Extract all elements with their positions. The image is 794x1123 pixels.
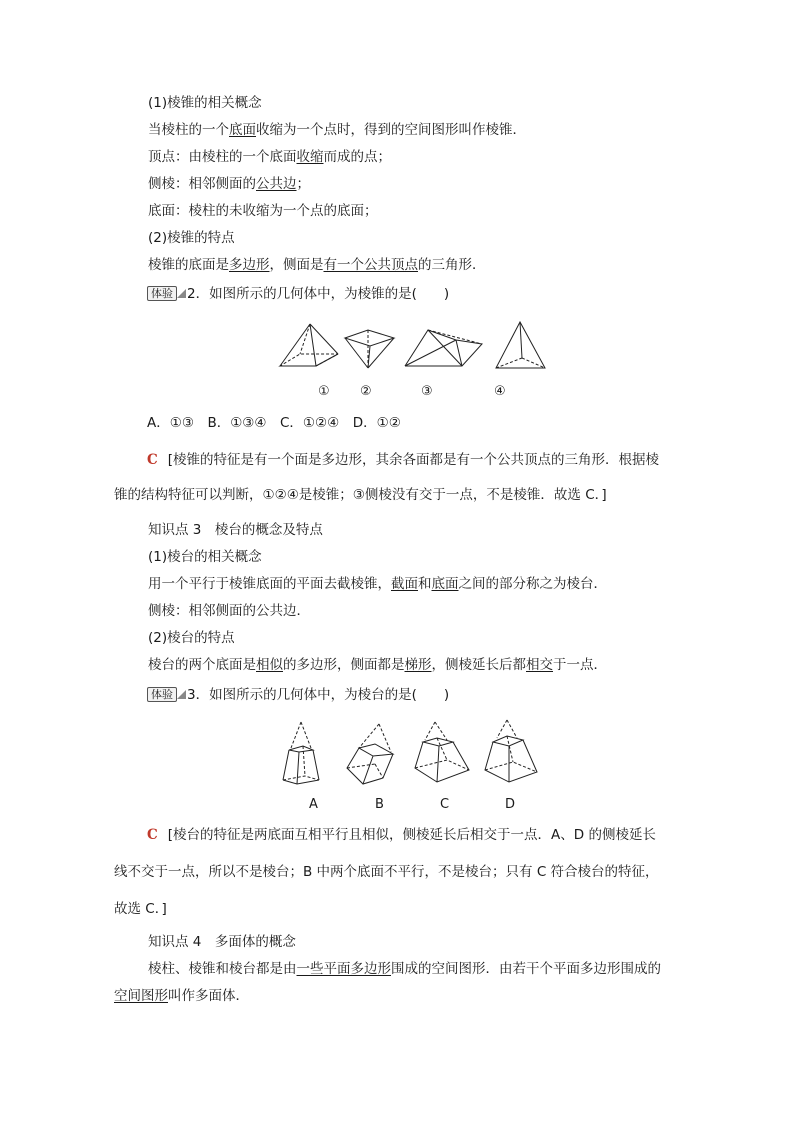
q2-options: A．①③ B．①③④ C．①②④ D．①② xyxy=(147,415,401,431)
frustum-heading: 知识点 3 棱台的概念及特点 xyxy=(148,522,323,538)
badge-corner-icon xyxy=(177,690,186,699)
pyramid-lateral-edge: 侧棱：相邻侧面的公共边； xyxy=(148,176,310,192)
figure-4-pyramid xyxy=(496,322,545,368)
q3-fig-label: A xyxy=(309,797,318,812)
q3-figure xyxy=(275,718,555,790)
q2-fig-label: ② xyxy=(360,384,372,399)
figure-3-solid xyxy=(405,330,482,366)
polyhedron-text-line-2: 空间图形叫作多面体． xyxy=(114,988,249,1004)
q3-answer: C xyxy=(147,827,158,843)
pyramid-feature: 棱锥的底面是多边形，侧面是有一个公共顶点的三角形． xyxy=(148,257,486,273)
frustum-concept-heading: (1)棱台的相关概念 xyxy=(148,549,262,565)
q2-explain-line-1: C [棱锥的特征是有一个面是多边形，其余各面都是有一个公共顶点的三角形．根据棱 xyxy=(147,452,660,468)
q2-answer: C xyxy=(147,452,158,468)
q3-question: 体验 3．如图所示的几何体中，为棱台的是( ) xyxy=(147,686,449,704)
q3-fig-label: B xyxy=(375,797,384,812)
figure-1-pyramid xyxy=(280,324,338,366)
q3-explain-line-1: C [棱台的特征是两底面互相平行且相似，侧棱延长后相交于一点．A、D 的侧棱延长 xyxy=(147,827,656,843)
q3-explain-line-3: 故选 C．] xyxy=(114,901,167,917)
q3-fig-label: C xyxy=(440,797,450,812)
figure-b-solid xyxy=(347,724,393,784)
polyhedron-heading: 知识点 4 多面体的概念 xyxy=(148,934,296,950)
frustum-definition: 用一个平行于棱锥底面的平面去截棱锥，截面和底面之间的部分称之为棱台． xyxy=(148,576,607,592)
figure-2-pyramid xyxy=(345,330,394,368)
pyramid-vertex: 顶点：由棱柱的一个底面收缩而成的点； xyxy=(148,149,391,165)
q3-fig-label: D xyxy=(505,797,516,812)
figure-c-frustum xyxy=(415,722,469,782)
frustum-feature: 棱台的两个底面是相似的多边形，侧面都是梯形，侧棱延长后都相交于一点． xyxy=(148,657,607,673)
q2-badge: 体验 xyxy=(147,286,177,301)
pyramid-base: 底面：棱柱的未收缩为一个点的底面； xyxy=(148,203,378,219)
q3-explain-line-2: 线不交于一点，所以不是棱台；B 中两个底面不平行，不是棱台；只有 C 符合棱台的特征， xyxy=(114,864,659,880)
q2-fig-label: ③ xyxy=(421,384,433,399)
polyhedron-text-line-1: 棱柱、棱锥和棱台都是由一些平面多边形围成的空间图形．由若干个平面多边形围成的 xyxy=(148,961,661,977)
q3-badge: 体验 xyxy=(147,687,177,702)
figure-d-solid xyxy=(485,720,537,782)
badge-corner-icon xyxy=(177,289,186,298)
frustum-lateral-edge: 侧棱：相邻侧面的公共边． xyxy=(148,603,310,619)
figure-a-solid xyxy=(283,722,319,784)
q2-fig-label: ① xyxy=(318,384,330,399)
pyramid-feature-heading: (2)棱锥的特点 xyxy=(148,230,235,246)
q2-figure xyxy=(270,318,560,378)
q2-fig-label: ④ xyxy=(494,384,506,399)
frustum-feature-heading: (2)棱台的特点 xyxy=(148,630,235,646)
pyramid-definition: 当棱柱的一个底面收缩为一个点时，得到的空间图形叫作棱锥． xyxy=(148,122,526,138)
q2-question: 体验 2．如图所示的几何体中，为棱锥的是( ) xyxy=(147,285,449,303)
q2-explain-line-2: 锥的结构特征可以判断，①②④是棱锥；③侧棱没有交于一点，不是棱锥．故选 C．] xyxy=(114,487,607,503)
pyramid-concept-heading: (1)棱锥的相关概念 xyxy=(148,95,262,111)
